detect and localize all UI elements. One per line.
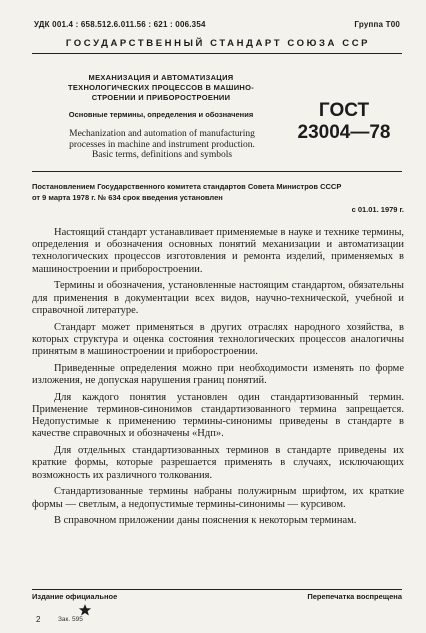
state-standard-heading: ГОСУДАРСТВЕННЫЙ СТАНДАРТ СОЮЗА ССР bbox=[65, 38, 371, 49]
body-paragraph: Для каждого понятия установлен один стандартизованный термин. Применение терминов-синонимов стандартизованного термина запрещается. Недопустимые к применению термины-синонимы приведены в стандарте в качестве справочных и обозначены «Ндп». bbox=[32, 391, 404, 440]
print-order: Зак. 595 bbox=[58, 616, 83, 623]
body-paragraph: Для отдельных стандартизованных терминов в стандарте приведены их краткие формы, которые разрешается применять в случаях, исключающих возможность их различного толкования. bbox=[32, 445, 404, 481]
bottom-divider bbox=[32, 589, 402, 590]
official-edition-note: Издание официальное bbox=[32, 592, 118, 601]
gost-designation bbox=[296, 100, 392, 144]
page-number: 2 bbox=[36, 615, 41, 624]
title-block bbox=[52, 73, 270, 120]
gost-number: 23004—78 bbox=[297, 122, 391, 143]
decree-line: от 9 марта 1978 г. № 634 срок введения установлен bbox=[32, 193, 223, 202]
body-paragraph: Приведенные определения можно при необходимости изменять по форме изложения, не допуская нарушения границ понятий. bbox=[32, 362, 404, 387]
title-ru-line: МЕХАНИЗАЦИЯ И АВТОМАТИЗАЦИЯ bbox=[88, 73, 234, 82]
decree-text bbox=[32, 181, 404, 203]
title-en-line: processes in machine and instrument production. bbox=[69, 139, 255, 150]
title-ru bbox=[52, 73, 270, 103]
gost-label: ГОСТ bbox=[318, 100, 370, 121]
udk-code: УДК 001.4 : 658.512.6.011.56 : 621 : 006.354 bbox=[34, 20, 206, 29]
title-en-line: Mechanization and automation of manufacturing bbox=[69, 129, 255, 139]
reprint-prohibited-note: Перепечатка воспрещена bbox=[307, 592, 402, 601]
effective-date: с 01.01. 1979 г. bbox=[351, 205, 404, 214]
group-code: Группа Т00 bbox=[354, 20, 400, 29]
title-ru-line: ТЕХНОЛОГИЧЕСКИХ ПРОЦЕССОВ В МАШИНО- bbox=[67, 83, 255, 92]
title-en-line: Basic terms, definitions and symbols bbox=[91, 150, 233, 160]
title-ru-line: СТРОЕНИИ И ПРИБОРОСТРОЕНИИ bbox=[91, 93, 231, 102]
body-paragraph: Стандарт может применяться в других отраслях народного хозяйства, в которых структура и оценка состояния технологических процессов аналогичны принятым в машиностроении и приборостроении. bbox=[32, 321, 404, 358]
body-paragraph: Настоящий стандарт устанавливает применяемые в науке и технике термины, определения и обозначения основных понятий механизации и автоматизации технологических процессов изготовления и ремонта изделий, применяемых в машиностроении и приборостроении. bbox=[32, 227, 404, 275]
star-icon bbox=[78, 603, 92, 617]
title-en bbox=[52, 129, 272, 161]
top-divider bbox=[32, 53, 402, 54]
middle-divider bbox=[32, 171, 402, 172]
subtitle-ru: Основные термины, определения и обозначения bbox=[68, 110, 254, 119]
decree-line: Постановлением Государственного комитета стандартов Совета Министров СССР bbox=[32, 182, 342, 191]
header-row bbox=[34, 20, 400, 32]
body-paragraph: В справочном приложении даны пояснения к некоторым терминам. bbox=[54, 515, 357, 527]
body-paragraph: Стандартизованные термины набраны полужирным шрифтом, их краткие формы — светлым, а недопустимые термины-синонимы — курсивом. bbox=[32, 486, 404, 510]
body-paragraph: Термины и обозначения, установленные настоящим стандартом, обязательны для применения в документации всех видов, научно-технической, учебной и справочной литературе. bbox=[32, 280, 404, 316]
body-text bbox=[32, 227, 404, 532]
